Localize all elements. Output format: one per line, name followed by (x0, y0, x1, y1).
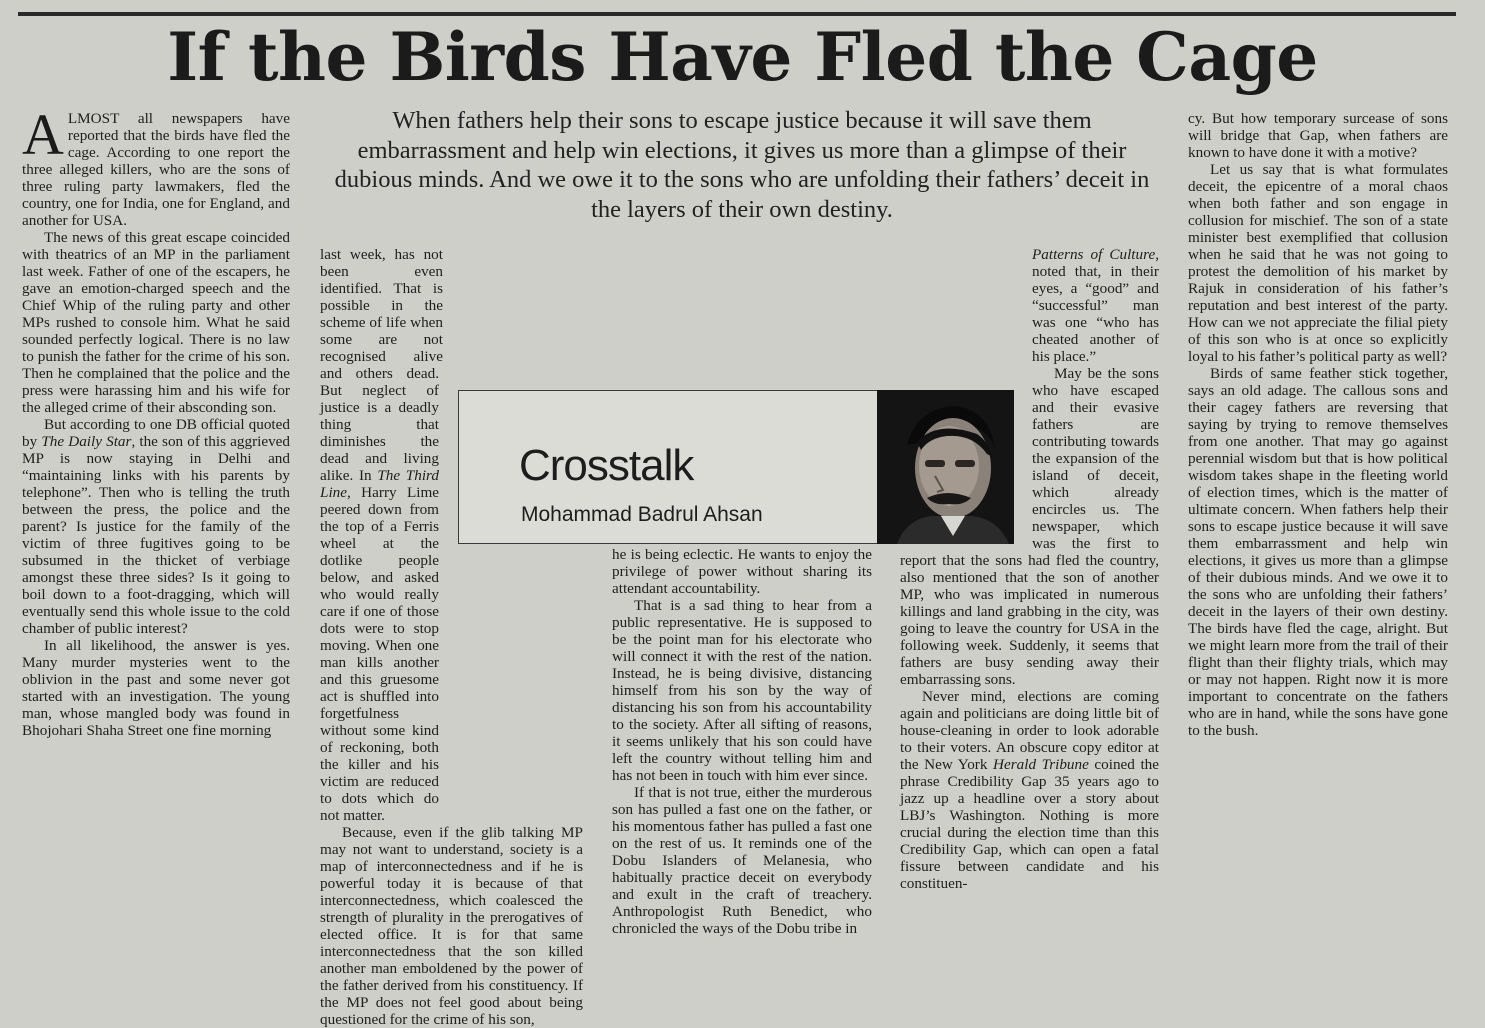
paragraph: The news of this great escape coincided with theatrics of an MP in the parliament last week. Father of one of the escapers, he gave an emotion-charged speech and the Chief Whip of the ruling party and other MPs rushed to console him. What he said sounded perfectly logical. There is no law to punish the father for the crime of his son. Then he complained that the police and the press were harassing him and his wife for the alleged crime of their absconding son. (22, 229, 290, 416)
paragraph (22, 416, 290, 637)
paragraph-text: coined the phrase Credibility Gap 35 years ago to jazz up a headline over a story about LBJ’s Washington. Nothing is more crucial during the election time than this Credibility Gap, which can open a fatal fissure between candidate and his constituen- (900, 756, 1159, 892)
paragraph: Birds of same feather stick together, says an old adage. The callous sons and their cagey fathers are reversing that saying by trying to remove themselves from one another. That may go against perennial wisdom but that is how political wisdom takes shape in the fleeting world of election times, which is the matter of ultimate concern. When fathers help their sons to escape justice because it will save them embarrassment and help win elections, it gives us more than a glimpse of their dubious minds. And we owe it to the sons who are unfolding their fathers’ deceit in the layers of their own destiny. The birds have fled the cage, alright. But we might learn more from the trail of their flight than their flighty trials, which may or may not happen. Right now it is more important to concentrate on the fathers who are in hand, while the sons have gone to the bush. (1188, 365, 1448, 739)
paragraph: That is a sad thing to hear from a public representative. He is supposed to be the point man for his electorate who will connect it with the rest of the nation. Instead, he is being divisive, distancing himself from his son by the way of distancing his son from his accountability to the society. After all sifting of reasons, it seems unlikely that his son could have left the country without telling him and has not been in touch with him ever since. (612, 597, 872, 784)
paragraph: cy. But how temporary surcease of sons will bridge that Gap, when fathers are known to have done it with a motive? (1188, 110, 1448, 161)
paragraph-text: , noted that, in their eyes, a “good” and “successful” man was one “who has cheated another of his place.” (1032, 246, 1159, 365)
drop-cap: A (22, 102, 64, 167)
pull-quote: When fathers help their sons to escape justice because it will save them embarrassment and help win elections, it gives us more than a glimpse of their dubious minds. And we owe it to the sons who are unfolding their fathers’ deceit in the layers of their own destiny. (334, 107, 1150, 223)
paragraph: May be the sons who have escaped and their evasive fathers are contributing towards the expansion of the island of deceit, which already encircles us. The newspaper, which was the first to report that the sons had fled the country, also mentioned that the son of another MP, who was implicated in numerous killings and land grabbing in the city, was going to leave the country for USA in the following week. Suddenly, it seems that fathers are busy sending away their embarrassing sons. (900, 365, 1159, 688)
newspaper-name: Herald Tribune (993, 756, 1089, 773)
author-name: Mohammad Badrul Ahsan (521, 503, 763, 526)
article-column-2 (320, 246, 583, 1028)
article-column-1 (22, 102, 291, 966)
portrait-icon (877, 390, 1014, 544)
paragraph-text: , Harry Lime peered down from the top of a Ferris wheel at the dotlike people below, and asked who would really care if one of those dots were to stop moving. When one man kills another and this gruesome act is shuffled into forgetfulness without some kind of reckoning, both the killer and his victim are reduced to dots which do not matter. (320, 484, 439, 824)
paragraph: If that is not true, either the murderous son has pulled a fast one on the father, or his momentous father has pulled a fast one on the rest of us. It reminds one of the Dobu Islanders of Melanesia, who habitually practice deceit on everybody and exult in the craft of treachery. Anthropologist Ruth Benedict, who chronicled the ways of the Dobu tribe in (612, 784, 872, 937)
article-column-5 (1188, 110, 1448, 966)
paragraph: he is being eclectic. He wants to enjoy the privilege of power without sharing its attendant accountability. (612, 546, 872, 597)
paragraph-text: last week, has not been even identified. That is possible in the scheme of life when some are not recognised alive and others dead. But neglect of justice is a deadly thing that diminishes the dead and living alike. In (320, 246, 443, 484)
paragraph: Because, even if the glib talking MP may not want to understand, society is a map of interconnectedness and if he is powerful today it is because of that interconnectedness, which coalesced the strength of plurality in the prerogatives of elected office. It is for that same interconnectedness that the son killed another man emboldened by the power of the father derived from his constituency. If the MP does not feel good about being questioned for the crime of his son, (320, 824, 583, 1028)
crosstalk-column-box (458, 390, 878, 544)
paragraph (900, 246, 1159, 365)
paragraph-text: Never mind, elections are coming again and politicians are doing little bit of house-cleaning in order to look adorable to their voters. An obscure copy editor at the New York (900, 688, 1159, 773)
film-title: The Third Line (320, 467, 439, 501)
paragraph (900, 688, 1159, 892)
paragraph-text: But according to one DB official quoted by (22, 416, 290, 450)
article-column-3 (612, 246, 872, 966)
paragraph-text: LMOST all newspapers have reported that the birds have fled the cage. According to one report the three alleged killers, who are the sons of three ruling party lawmakers, fled the country, one for India, one for England, and another for USA. (22, 110, 290, 229)
author-photo (877, 390, 1014, 544)
headline: If the Birds Have Fled the Cage (167, 18, 1318, 96)
paragraph: Let us say that is what formulates deceit, the epicentre of a moral chaos when both father and son engage in collusion for mischief. The son of a state minister best exemplified that collusion when he said that he was not going to protest the demolition of his market by Rajuk in consideration of his father’s reputation and best interest of the party. How can we not appreciate the filial piety of this son who is at once so explicitly loyal to his father’s political party as well? (1188, 161, 1448, 365)
article-column-4 (900, 246, 1159, 966)
column-label: Crosstalk (519, 441, 694, 490)
paragraph: In all likelihood, the answer is yes. Many murder mysteries went to the oblivion in the past and some never got started with an investigation. The young man, whose mangled body was found in Bhojohari Shaha Street one fine morning (22, 637, 290, 739)
paragraph-text: , the son of this aggrieved MP is now staying in Delhi and “maintaining links with his parents by telephone”. Then who is telling the truth between the press, the police and the parent? Is justice for the family of the victim of three fugitives going to be subsumed in the thicket of verbiage amongst these three sides? Is it going to boil down to a foot-dragging, which will eventually send this whole issue to the cold chamber of public interest? (22, 433, 291, 637)
book-title: Patterns of Culture (1032, 246, 1156, 263)
paragraph (22, 102, 290, 229)
newspaper-name: The Daily Star (41, 433, 132, 450)
